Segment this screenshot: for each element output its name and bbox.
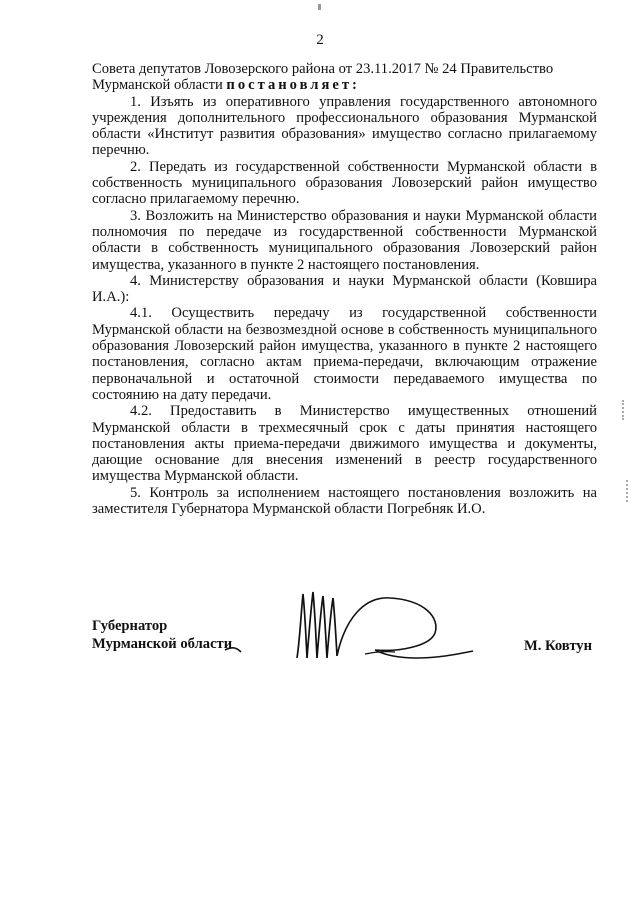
handwritten-signature (215, 588, 475, 668)
page-number: 2 (316, 32, 324, 48)
scan-artifact-edge (626, 480, 636, 502)
signatory-title (92, 617, 232, 653)
paragraph-item-3: 3. Возложить на Министерство образования и науки Мурманской области полномочия по передаче из государственной собственности Мурманской области в собственность муниципального образования Ловозерский район имущества, указанного в пункте 2 настоящего постановления. (92, 207, 597, 273)
paragraph-item-4-1: 4.1. Осуществить передачу из государственной собственности Мурманской области на безвозмездной основе в собственность муниципального образования Ловозерский район имущества, указанного в пункте 2 настоящего постановления, согласно актам приема-передачи, включающим отражение первоначальной и остаточной стоимости передаваемого имущества по состоянию на дату передачи. (92, 305, 597, 403)
paragraph-resolution (92, 77, 597, 93)
document-body (92, 61, 597, 517)
paragraph-item-1: 1. Изъять из оперативного управления государственного автономного учреждения дополнительного профессионального образования Мурманской области «Институт развития образования» имущество согласно прилагаемому перечню. (92, 93, 597, 159)
signatory-title-line1: Губернатор (92, 618, 168, 634)
scan-artifact-edge (622, 400, 632, 420)
signatory-title-line2: Мурманской области (92, 636, 233, 652)
paragraph-item-4-2: 4.2. Предоставить в Министерство имущественных отношений Мурманской области в трехмесячный срок с даты принятия настоящего постановления акты приема-передачи движимого имущества и документы, дающие основание для внесения изменений в реестр государственного имущества Мурманской области. (92, 403, 597, 485)
scan-artifact-top (318, 4, 321, 10)
paragraph-item-2: 2. Передать из государственной собственности Мурманской области в собственность муниципального образования Ловозерский район имущество согласно прилагаемому перечню. (92, 158, 597, 208)
resolution-keyword: постановляет: (226, 77, 360, 94)
paragraph-intro: Совета депутатов Ловозерского района от 23.11.2017 № 24 Правительство (92, 61, 554, 77)
paragraph-item-5: 5. Контроль за исполнением настоящего постановления возложить на заместителя Губернатора Мурманской области Погребняк И.О. (92, 484, 597, 518)
resolution-lead: Мурманской области (92, 77, 227, 94)
paragraph-item-4: 4. Министерству образования и науки Мурманской области (Ковшира И.А.): (92, 272, 597, 306)
signatory-name: М. Ковтун (523, 638, 592, 654)
